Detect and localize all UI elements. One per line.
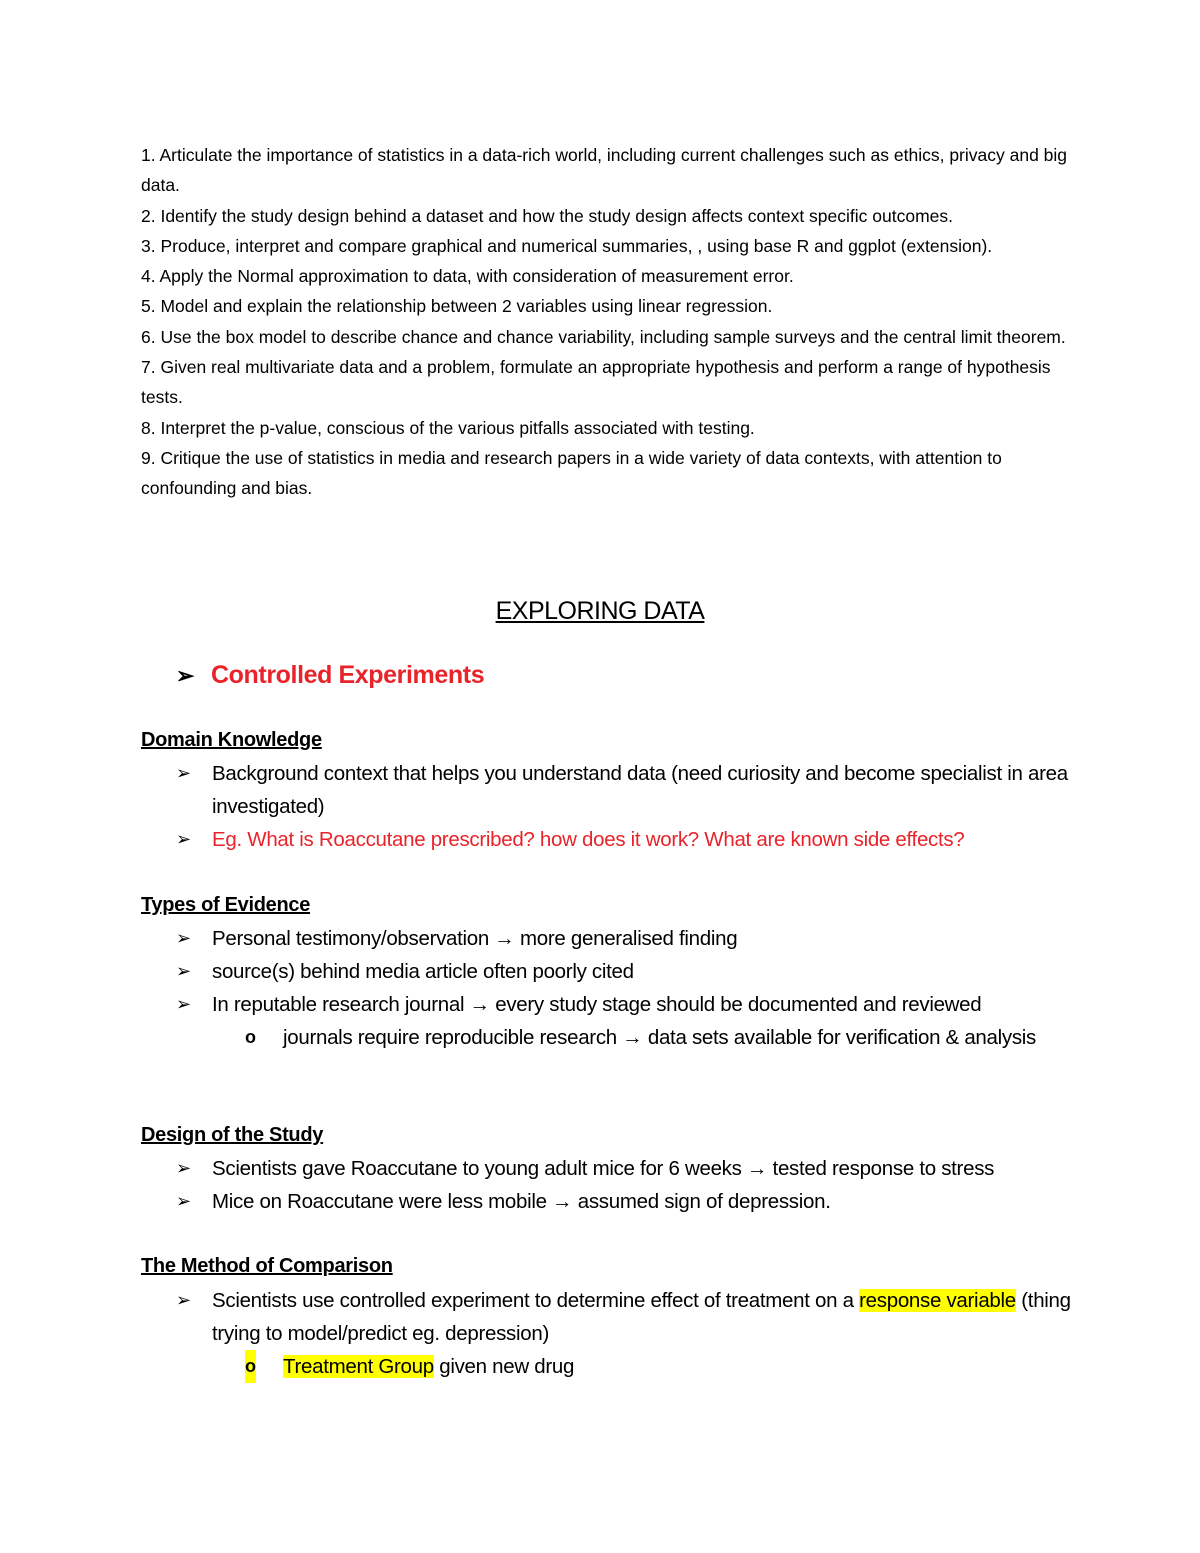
list-item xyxy=(176,988,1076,1021)
arrow-bullet-icon: ➢ xyxy=(176,961,191,981)
list-item-text: In reputable research journal → every study stage should be documented and reviewed xyxy=(212,993,982,1016)
list-item xyxy=(176,955,1076,988)
sub-list-item xyxy=(176,1021,1076,1054)
domain-knowledge-heading: Domain Knowledge xyxy=(141,729,322,751)
types-of-evidence-list xyxy=(176,922,1076,1054)
arrow-bullet-icon: ➢ xyxy=(176,1158,191,1178)
list-item-text: Eg. What is Roaccutane prescribed? how does it work? What are known side effects? xyxy=(212,828,965,851)
design-of-study-heading: Design of the Study xyxy=(141,1124,324,1146)
outcome-item: 1. Articulate the importance of statistics in a data-rich world, including current challenges such as ethics, privacy and big data. xyxy=(141,145,1068,196)
list-item xyxy=(176,823,1076,856)
arrow-bullet-icon: ➢ xyxy=(176,994,191,1014)
list-item xyxy=(176,1284,1076,1350)
list-item-text-end: (thing trying to model/predict eg. depression) xyxy=(212,1289,1071,1345)
domain-knowledge-list xyxy=(176,757,1076,856)
outcome-item: 8. Interpret the p-value, conscious of the various pitfalls associated with testing. xyxy=(141,417,755,438)
arrow-bullet-icon: ➢ xyxy=(176,763,191,783)
list-item-text: Mice on Roaccutane were less mobile → assumed sign of depression. xyxy=(212,1190,831,1213)
arrow-bullet-icon: ➢ xyxy=(176,1191,191,1211)
outcome-item: 3. Produce, interpret and compare graphical and numerical summaries, , using base R and ggplot (extension). xyxy=(141,235,993,256)
method-of-comparison-heading: The Method of Comparison xyxy=(141,1255,393,1277)
highlighted-term: response variable xyxy=(859,1289,1016,1312)
major-heading-text: Controlled Experiments xyxy=(211,661,485,689)
list-item-text: Scientists gave Roaccutane to young adult mice for 6 weeks → tested response to stress xyxy=(212,1157,995,1180)
list-item-text: source(s) behind media article often poorly cited xyxy=(212,960,634,983)
list-item-text: Background context that helps you understand data (need curiosity and become specialist in area investigated) xyxy=(212,762,1068,818)
list-item xyxy=(176,922,1076,955)
list-item xyxy=(176,757,1076,823)
list-item-text-end: given new drug xyxy=(433,1355,575,1378)
list-item xyxy=(176,1152,1076,1185)
learning-outcomes-list xyxy=(141,140,1081,504)
outcome-item: 9. Critique the use of statistics in media and research papers in a wide variety of data contexts, with attention to confounding and bias. xyxy=(141,447,1002,499)
sub-list-item xyxy=(176,1350,1076,1383)
list-item-text: journals require reproducible research → data sets available for verification & analysis xyxy=(283,1026,1036,1049)
circle-bullet-icon: o xyxy=(245,1027,256,1047)
list-item-text-start: Scientists use controlled experiment to determine effect of treatment on a xyxy=(212,1289,860,1312)
outcome-item: 4. Apply the Normal approximation to data, with consideration of measurement error. xyxy=(141,266,794,287)
list-item xyxy=(176,1185,1076,1218)
highlighted-term: Treatment Group xyxy=(283,1355,434,1378)
design-of-study-list xyxy=(176,1152,1076,1218)
outcome-item: 6. Use the box model to describe chance and chance variability, including sample surveys and the central limit theorem. xyxy=(141,326,1066,347)
arrow-bullet-icon: ➢ xyxy=(176,1290,191,1310)
section-title: EXPLORING DATA xyxy=(495,597,705,625)
circle-bullet-icon: o xyxy=(245,1350,256,1383)
arrow-bullet-icon: ➢ xyxy=(176,829,191,849)
arrow-bullet-icon: ➢ xyxy=(176,662,195,688)
outcome-item: 2. Identify the study design behind a dataset and how the study design affects context specific outcomes. xyxy=(141,205,953,226)
outcome-item: 7. Given real multivariate data and a problem, formulate an appropriate hypothesis and perform a range of hypothesis tests. xyxy=(141,357,1051,408)
list-item-text: Personal testimony/observation → more generalised finding xyxy=(212,927,738,950)
major-heading xyxy=(176,661,484,690)
arrow-bullet-icon: ➢ xyxy=(176,928,191,948)
types-of-evidence-heading: Types of Evidence xyxy=(141,894,311,916)
outcome-item: 5. Model and explain the relationship between 2 variables using linear regression. xyxy=(141,296,773,317)
method-of-comparison-list xyxy=(176,1284,1076,1383)
